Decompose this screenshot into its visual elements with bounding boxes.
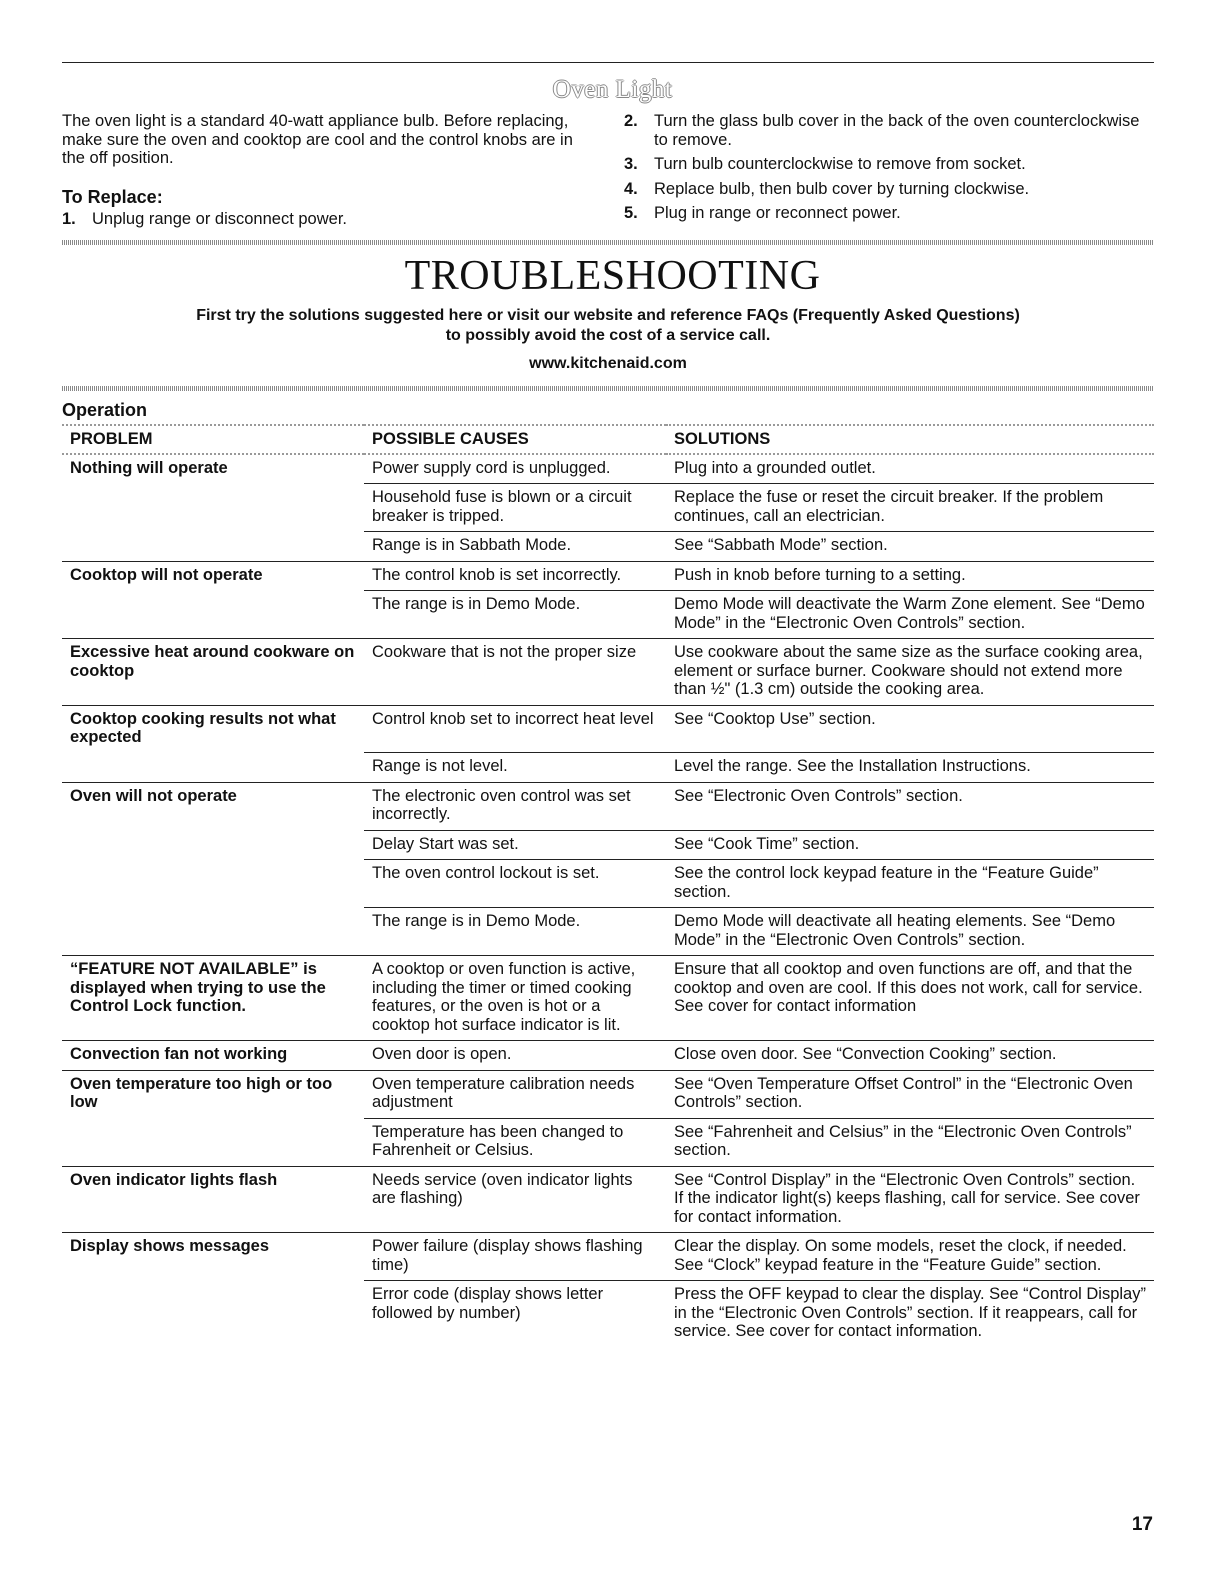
cause-cell: Power failure (display shows flashing time) <box>364 1233 666 1281</box>
solution-cell: See “Cooktop Use” section. <box>666 705 1154 753</box>
solution-cell: Push in knob before turning to a setting. <box>666 561 1154 591</box>
cause-cell: Power supply cord is unplugged. <box>372 458 611 477</box>
cause-cell: The electronic oven control was set incorrectly. <box>364 782 666 830</box>
intro-line-1: First try the solutions suggested here or visit our website and reference FAQs (Frequently Asked Questions) <box>196 307 1020 324</box>
cause-cell: Household fuse is blown or a circuit breaker is tripped. <box>364 484 666 532</box>
step-3 <box>624 155 1154 174</box>
problem-cell <box>62 1118 364 1166</box>
cause-cell: Needs service (oven indicator lights are flashing) <box>364 1166 666 1233</box>
table-row <box>62 1070 1154 1118</box>
table-row <box>62 561 1154 591</box>
section-divider <box>62 240 1154 245</box>
step-5 <box>624 204 1154 223</box>
problem-cell <box>62 860 364 908</box>
cause-cell: Temperature has been changed to Fahrenheit or Celsius. <box>364 1118 666 1166</box>
step-4 <box>624 180 1154 199</box>
table-row <box>62 1041 1154 1071</box>
table-row <box>62 908 1154 956</box>
cause-cell: The range is in Demo Mode. <box>364 591 666 639</box>
problem-cell: Nothing will operate <box>70 458 228 477</box>
cause-cell: Range is not level. <box>364 753 666 783</box>
header-causes: POSSIBLE CAUSES <box>364 425 666 454</box>
solution-cell: See “Cook Time” section. <box>666 830 1154 860</box>
intro-line-2: to possibly avoid the cost of a service call. <box>445 327 771 344</box>
step-text: Turn bulb counterclockwise to remove from socket. <box>654 155 1026 173</box>
solution-cell: See “Fahrenheit and Celsius” in the “Electronic Oven Controls” section. <box>666 1118 1154 1166</box>
solution-cell: See “Electronic Oven Controls” section. <box>666 782 1154 830</box>
website-url: www.kitchenaid.com <box>529 355 687 372</box>
step-number: 5. <box>624 204 638 222</box>
oven-light-left-column <box>62 112 582 235</box>
cause-cell: Range is in Sabbath Mode. <box>364 532 666 562</box>
cause-cell: Oven temperature calibration needs adjustment <box>364 1070 666 1118</box>
page-title: TROUBLESHOOTING <box>404 253 821 299</box>
table-row <box>62 639 1154 706</box>
step-number: 4. <box>624 179 638 198</box>
problem-cell <box>62 591 364 639</box>
solution-cell: Clear the display. On some models, reset the clock, if needed. See “Clock” keypad feature in the “Feature Guide” section. <box>666 1233 1154 1281</box>
oven-light-intro: The oven light is a standard 40-watt appliance bulb. Before replacing, make sure the oven and cooktop are cool and the control knobs are in the off position. <box>62 112 573 167</box>
step-number: 1. <box>62 210 76 228</box>
step-text: Turn the glass bulb cover in the back of the oven counterclockwise to remove. <box>654 112 1140 149</box>
solution-cell: See “Control Display” in the “Electronic Oven Controls” section. If the indicator light(s) keeps flashing, call for service. See cover for contact information. <box>666 1166 1154 1233</box>
problem-cell <box>62 830 364 860</box>
cause-cell: Error code (display shows letter followed by number) <box>364 1281 666 1347</box>
problem-cell: “FEATURE NOT AVAILABLE” is displayed when trying to use the Control Lock function. <box>62 956 364 1041</box>
problem-cell: Cooktop cooking results not what expected <box>62 705 364 753</box>
solution-cell: Ensure that all cooktop and oven functions are off, and that the cooktop and oven are cool. If this does not work, call for service. See cover for contact information <box>666 956 1154 1041</box>
problem-cell: Oven will not operate <box>62 782 364 830</box>
problem-cell: Convection fan not working <box>62 1041 364 1071</box>
table-row <box>62 484 1154 532</box>
problem-cell <box>62 484 364 532</box>
header-solutions: SOLUTIONS <box>666 425 1154 454</box>
cause-cell: Cookware that is not the proper size <box>364 639 666 706</box>
table-row <box>62 753 1154 783</box>
problem-cell <box>62 908 364 956</box>
table-header-row <box>62 425 1154 454</box>
table-row <box>62 1166 1154 1233</box>
solution-cell: Demo Mode will deactivate the Warm Zone element. See “Demo Mode” in the “Electronic Oven Controls” section. <box>666 591 1154 639</box>
oven-light-right-column <box>624 112 1154 229</box>
solution-cell: Close oven door. See “Convection Cooking” section. <box>666 1041 1154 1071</box>
table-row <box>62 860 1154 908</box>
cause-cell: Delay Start was set. <box>364 830 666 860</box>
cause-cell: The oven control lockout is set. <box>364 860 666 908</box>
solution-cell: Level the range. See the Installation Instructions. <box>666 753 1154 783</box>
problem-cell: Oven indicator lights flash <box>62 1166 364 1233</box>
troubleshooting-table <box>62 424 1154 1347</box>
step-text: Plug in range or reconnect power. <box>654 204 901 222</box>
solution-cell: Replace the fuse or reset the circuit breaker. If the problem continues, call an electrician. <box>666 484 1154 532</box>
section-title: Operation <box>62 400 148 420</box>
page-number: 17 <box>1131 1514 1153 1535</box>
problem-cell <box>62 532 364 562</box>
step-2 <box>624 112 1154 149</box>
table-row <box>62 705 1154 753</box>
table-row <box>62 591 1154 639</box>
section-divider <box>62 386 1154 391</box>
problem-cell <box>62 753 364 783</box>
step-text: Replace bulb, then bulb cover by turning clockwise. <box>654 179 1030 198</box>
problem-cell: Excessive heat around cookware on cooktop <box>62 639 364 706</box>
table-row <box>62 532 1154 562</box>
troubleshooting-intro <box>62 306 1154 374</box>
step-text: Unplug range or disconnect power. <box>92 210 347 228</box>
cause-cell: A cooktop or oven function is active, including the timer or timed cooking features, or the oven is hot or a cooktop hot surface indicator is lit. <box>364 956 666 1041</box>
problem-cell: Display shows messages <box>62 1233 364 1281</box>
problem-cell: Oven temperature too high or too low <box>62 1070 364 1118</box>
solution-cell: Plug into a grounded outlet. <box>674 458 876 477</box>
cause-cell: Control knob set to incorrect heat level <box>364 705 666 753</box>
oven-light-title: Oven Light <box>552 76 673 103</box>
solution-cell: See the control lock keypad feature in the “Feature Guide” section. <box>666 860 1154 908</box>
table-row <box>62 782 1154 830</box>
table-row <box>62 1281 1154 1347</box>
problem-cell: Cooktop will not operate <box>62 561 364 591</box>
step-number: 3. <box>624 155 638 173</box>
table-row <box>62 830 1154 860</box>
cause-cell: Oven door is open. <box>364 1041 666 1071</box>
replace-heading: To Replace: <box>62 186 163 207</box>
solution-cell: Demo Mode will deactivate all heating elements. See “Demo Mode” in the “Electronic Oven Controls” section. <box>666 908 1154 956</box>
solution-cell: See “Oven Temperature Offset Control” in the “Electronic Oven Controls” section. <box>666 1070 1154 1118</box>
table-row <box>62 1233 1154 1281</box>
table-row <box>62 956 1154 1041</box>
problem-cell <box>62 1281 364 1347</box>
header-problem: PROBLEM <box>62 425 364 454</box>
solution-cell: See “Sabbath Mode” section. <box>666 532 1154 562</box>
solution-cell: Press the OFF keypad to clear the display. See “Control Display” in the “Electronic Oven Controls” section. If it reappears, call for service. See cover for contact information. <box>666 1281 1154 1347</box>
top-rule <box>62 62 1154 63</box>
step-1 <box>62 210 582 229</box>
table-row <box>62 454 1154 484</box>
step-number: 2. <box>624 112 638 130</box>
cause-cell: The control knob is set incorrectly. <box>364 561 666 591</box>
solution-cell: Use cookware about the same size as the surface cooking area, element or surface burner. Cookware should not extend more than ½" (1.3 cm) outside the cooking area. <box>666 639 1154 706</box>
cause-cell: The range is in Demo Mode. <box>364 908 666 956</box>
table-row <box>62 1118 1154 1166</box>
